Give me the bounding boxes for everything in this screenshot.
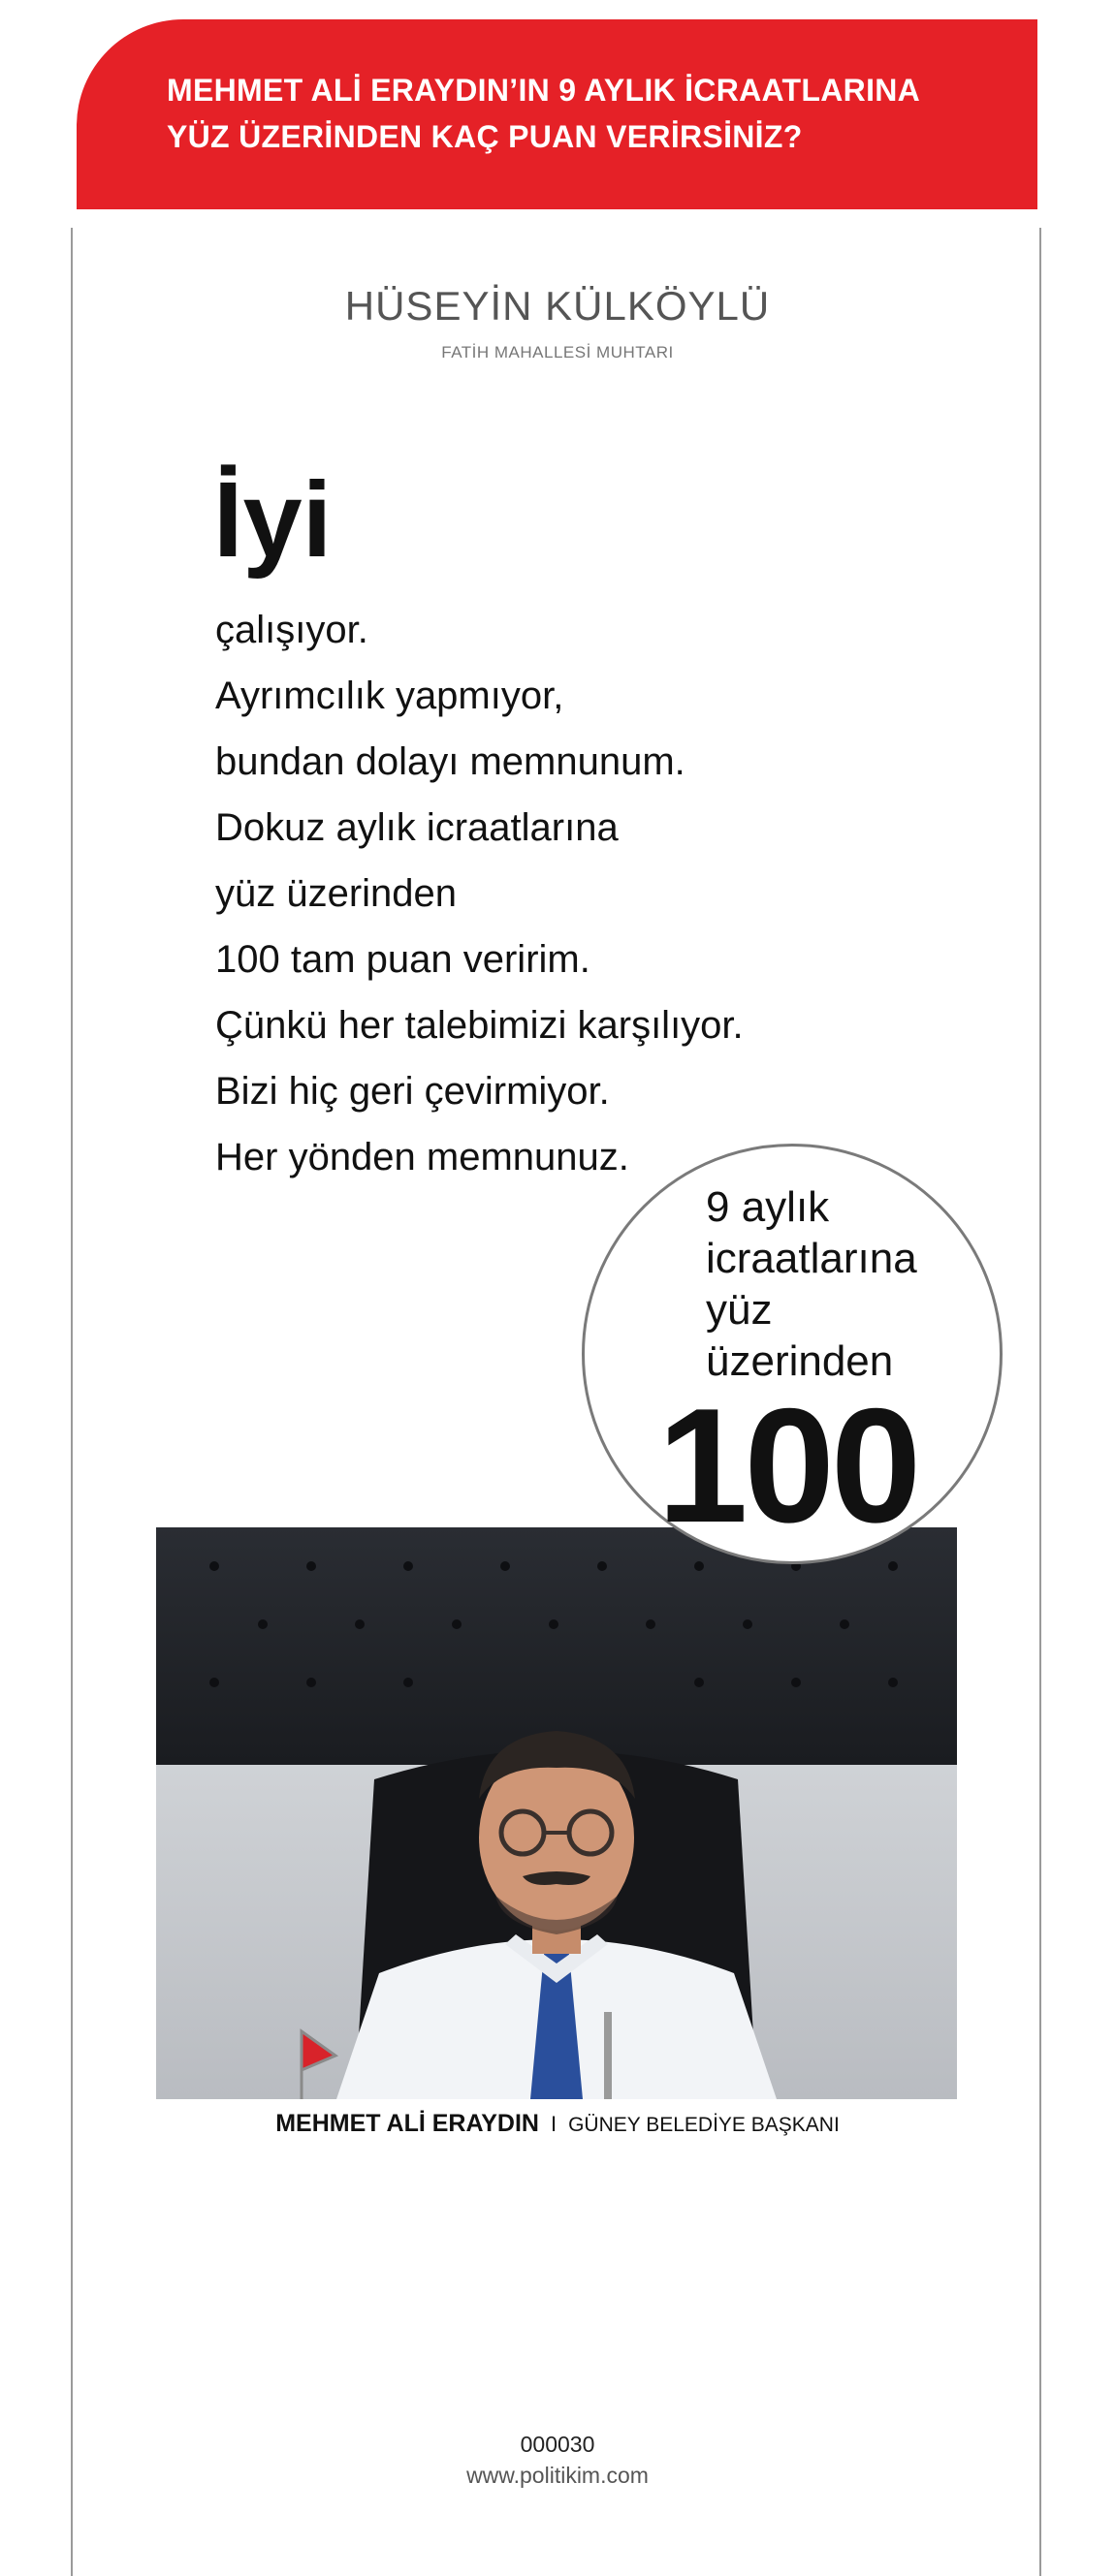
article-line: Bizi hiç geri çevirmiyor.	[215, 1070, 610, 1113]
score-badge-line: icraatlarına	[706, 1235, 917, 1282]
article-line: yüz üzerinden	[215, 872, 458, 915]
question-banner	[77, 19, 1037, 209]
article-line: Ayrımcılık yapmıyor,	[215, 675, 564, 717]
caption-role: GÜNEY BELEDİYE BAŞKANI	[568, 2114, 840, 2136]
photo-caption	[0, 2110, 1115, 2138]
article-line: çalışıyor.	[215, 609, 368, 651]
banner-line-1: MEHMET ALİ ERAYDIN’IN 9 AYLIK İCRAATLARINA	[167, 73, 921, 108]
footer-website: www.politikim.com	[466, 2463, 649, 2488]
footer-code: 000030	[520, 2432, 595, 2457]
article-line: Dokuz aylık icraatlarına	[215, 806, 619, 849]
score-badge-line: yüz	[706, 1286, 773, 1334]
frame-right-border	[1039, 228, 1041, 2576]
portrait-photo	[156, 1527, 957, 2099]
banner-line-2: YÜZ ÜZERİNDEN KAÇ PUAN VERİRSİNİZ?	[167, 119, 803, 154]
portrait-illustration	[156, 1527, 957, 2099]
frame-left-border	[71, 228, 73, 2576]
article-body	[215, 597, 991, 1190]
author-role: FATİH MAHALLESİ MUHTARI	[441, 343, 674, 361]
caption-name: MEHMET ALİ ERAYDIN	[275, 2110, 539, 2137]
score-badge	[582, 1144, 1003, 1564]
score-badge-text	[706, 1181, 917, 1387]
article-line: Çünkü her talebimizi karşılıyor.	[215, 1004, 744, 1047]
caption-separator: I	[550, 2112, 558, 2136]
article-line: bundan dolayı memnunum.	[215, 740, 685, 783]
score-badge-line: üzerinden	[706, 1337, 894, 1385]
article-line: Her yönden memnunuz.	[215, 1136, 629, 1178]
lead-word: İyi	[213, 460, 333, 580]
author-name: HÜSEYİN KÜLKÖYLÜ	[344, 283, 771, 329]
article-line: 100 tam puan veririm.	[215, 938, 590, 981]
score-value: 100	[657, 1374, 918, 1556]
score-badge-line: 9 aylık	[706, 1183, 830, 1231]
